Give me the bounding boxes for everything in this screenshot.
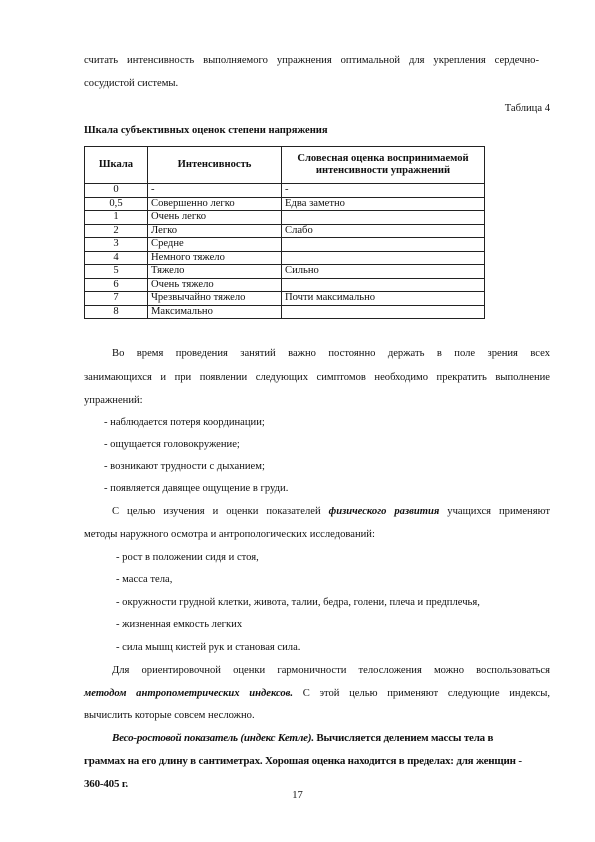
scale-cell: 0,5: [85, 197, 148, 211]
symptom-item: - появляется давящее ощущение в груди.: [104, 483, 289, 494]
verbal-rating-cell: [282, 251, 485, 265]
header-scale: Шкала: [85, 147, 148, 184]
table-row: [85, 238, 485, 252]
verbal-rating-cell: [282, 211, 485, 225]
scale-cell: 1: [85, 211, 148, 225]
table-label: Таблица 4: [504, 103, 550, 114]
scale-cell: 3: [85, 238, 148, 252]
verbal-rating-cell: [282, 305, 485, 319]
scale-table: [84, 146, 485, 319]
verbal-rating-cell: Почти максимально: [282, 292, 485, 306]
para1-line-3: упражнений:: [84, 395, 143, 406]
table-row: [85, 305, 485, 319]
header-intensity: Интенсивность: [148, 147, 282, 184]
intensity-cell: Очень тяжело: [148, 278, 282, 292]
para1-line-2: занимающихся и при появлении следующих симптомов необходимо прекратить выполнение: [84, 372, 550, 383]
scale-cell: 6: [85, 278, 148, 292]
page-number: 17: [292, 790, 303, 801]
verbal-rating-cell: Сильно: [282, 265, 485, 279]
para2-text-c: учащихся применяют: [439, 506, 550, 517]
intensity-cell: Немного тяжело: [148, 251, 282, 265]
para4-line-3: 360-405 г.: [84, 778, 128, 790]
quetelet-index-term: Весо-ростовой показатель (индекс Кетле).: [112, 732, 314, 744]
para2-text-a: С целью изучения и оценки показателей: [112, 506, 329, 517]
intensity-cell: Средне: [148, 238, 282, 252]
method-item: - окружности грудной клетки, живота, талии, бедра, голени, плеча и предплечья,: [116, 597, 480, 608]
para4-line-1: [112, 727, 550, 749]
para3-line-3: вычислить которые совсем несложно.: [84, 710, 255, 721]
intensity-cell: Чрезвычайно тяжело: [148, 292, 282, 306]
header-verbal-rating: Словесная оценка воспринимаемой интенсивности упражнений: [282, 147, 485, 184]
method-item: - масса тела,: [116, 574, 173, 585]
scale-cell: 7: [85, 292, 148, 306]
intensity-cell: Легко: [148, 224, 282, 238]
table-row: [85, 278, 485, 292]
intensity-cell: Тяжело: [148, 265, 282, 279]
intro-line-1: считать интенсивность выполняемого упражнения оптимальной для укрепления сердечно-: [84, 55, 539, 66]
verbal-rating-cell: -: [282, 184, 485, 198]
symptom-item: - возникают трудности с дыханием;: [104, 461, 265, 472]
verbal-rating-cell: Едва заметно: [282, 197, 485, 211]
table-row: [85, 251, 485, 265]
para3-line-2: [84, 683, 550, 705]
para2-line-1: [112, 501, 550, 523]
table-row: [85, 265, 485, 279]
symptom-item: - ощущается головокружение;: [104, 439, 240, 450]
anthropometric-indices-term: методом антропометрических индексов.: [84, 688, 294, 699]
table-row: [85, 292, 485, 306]
verbal-rating-cell: [282, 238, 485, 252]
method-item: - сила мышц кистей рук и становая сила.: [116, 642, 301, 653]
table-row: [85, 224, 485, 238]
para1-line-1: Во время проведения занятий важно постоянно держать в поле зрения всех: [112, 348, 550, 359]
method-item: - рост в положении сидя и стоя,: [116, 552, 259, 563]
table-row: [85, 184, 485, 198]
table-row: [85, 197, 485, 211]
table-title: Шкала субъективных оценок степени напряжения: [84, 125, 328, 136]
para3-text-b: С этой целью применяют следующие индексы,: [293, 688, 550, 699]
table-header-row: [85, 147, 485, 184]
table-row: [85, 211, 485, 225]
scale-cell: 0: [85, 184, 148, 198]
intensity-cell: Очень легко: [148, 211, 282, 225]
intensity-cell: Совершенно легко: [148, 197, 282, 211]
verbal-rating-cell: Слабо: [282, 224, 485, 238]
scale-cell: 8: [85, 305, 148, 319]
symptom-item: - наблюдается потеря координации;: [104, 417, 265, 428]
intensity-cell: -: [148, 184, 282, 198]
verbal-rating-cell: [282, 278, 485, 292]
para2-line-2: методы наружного осмотра и антропологических исследований:: [84, 529, 375, 540]
para3-line-1: Для ориентировочной оценки гармоничности телосложения можно воспользоваться: [112, 665, 550, 676]
method-item: - жизненная емкость легких: [116, 619, 243, 630]
para4-line-2: граммах на его длину в сантиметрах. Хорошая оценка находится в пределах: для женщин -: [84, 755, 522, 767]
intro-line-2: сосудистой системы.: [84, 78, 179, 89]
scale-cell: 4: [85, 251, 148, 265]
para4-text-b: Вычисляется делением массы тела в: [313, 732, 494, 744]
scale-cell: 5: [85, 265, 148, 279]
intensity-cell: Максимально: [148, 305, 282, 319]
physical-development-term: физического развития: [328, 506, 440, 517]
scale-cell: 2: [85, 224, 148, 238]
